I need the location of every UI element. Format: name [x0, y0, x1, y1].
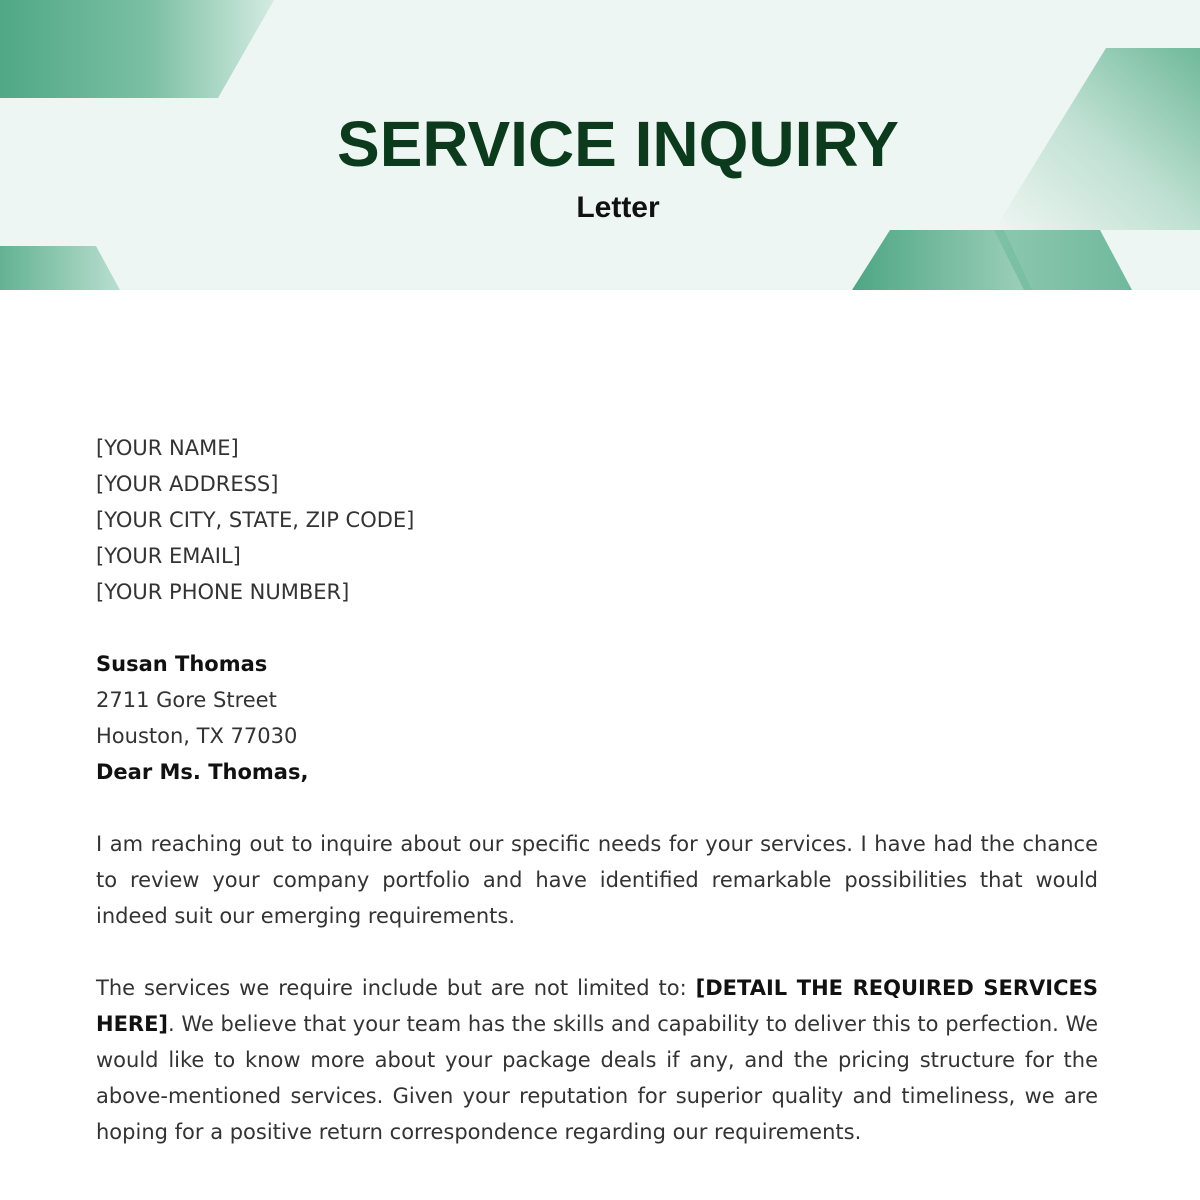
- page-subtitle: Letter: [576, 191, 660, 224]
- paragraph-1: I am reaching out to inquire about our specific needs for your services. I have had the chance to review your company portfolio and have identified remarkable possibilities that would indeed suit our emerging requirements.: [96, 832, 1098, 928]
- shape-top-left: [0, 0, 274, 98]
- sender-email: [YOUR EMAIL]: [96, 544, 241, 568]
- paragraph-2-rest: . We believe that your team has the skills and capability to deliver this to perfection. We would like to know more about your package deals if any, and the pricing structure for the above-mentioned services. Given your reputation for superior quality and timeliness, we are hoping for a positive return correspondence regarding our requirements.: [96, 1012, 1098, 1144]
- paragraph-2-intro: The services we require include but are not limited to:: [96, 976, 696, 1000]
- sender-address: [YOUR ADDRESS]: [96, 472, 279, 496]
- page-title: SERVICE INQUIRY: [337, 108, 899, 180]
- sender-name: [YOUR NAME]: [96, 436, 239, 460]
- recipient-name: Susan Thomas: [96, 652, 268, 676]
- header-banner: [0, 0, 1200, 290]
- sender-city-state-zip: [YOUR CITY, STATE, ZIP CODE]: [96, 508, 415, 532]
- letter-body: [96, 430, 1098, 1150]
- salutation: Dear Ms. Thomas,: [96, 760, 309, 784]
- services-placeholder: [DETAIL THE REQUIRED SERVICES HERE]: [96, 976, 1099, 1036]
- sender-block: [96, 430, 1098, 610]
- sender-phone: [YOUR PHONE NUMBER]: [96, 580, 350, 604]
- shape-bottom-left: [0, 246, 120, 290]
- recipient-street: 2711 Gore Street: [96, 688, 277, 712]
- paragraph-2: [96, 970, 1098, 1150]
- recipient-city-state-zip: Houston, TX 77030: [96, 724, 298, 748]
- recipient-block: [96, 646, 1098, 790]
